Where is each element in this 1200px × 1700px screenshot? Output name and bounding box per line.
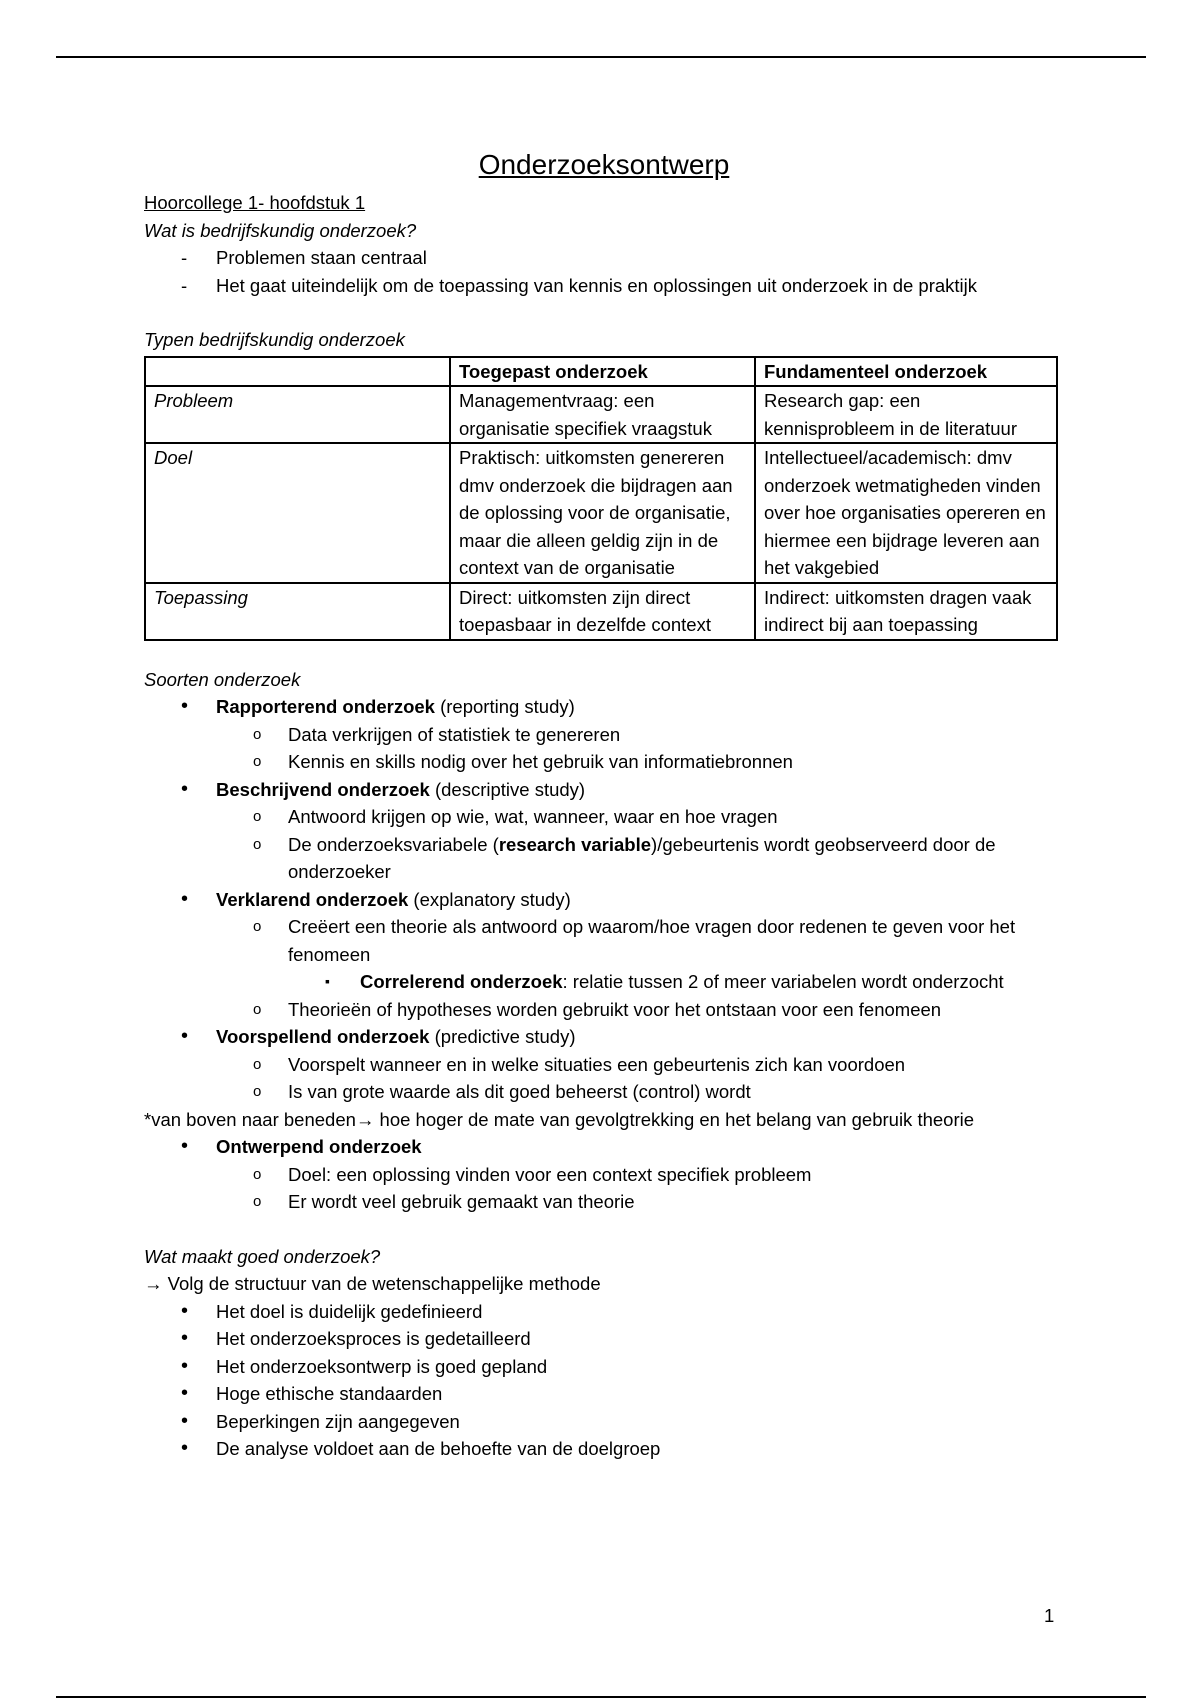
table-row-label: Probleem — [145, 386, 450, 443]
note: *van boven naar beneden→ hoe hoger de mate van gevolgtrekking en het belang van gebruik theorie — [144, 1108, 975, 1130]
sub-sub-list-item: ▪ Correlerend onderzoek: relatie tussen 2 of meer variabelen wordt onderzocht — [144, 968, 1064, 996]
table-caption: Typen bedrijfskundig onderzoek — [144, 329, 405, 350]
table-row — [145, 443, 1057, 583]
list-item: • Ontwerpend onderzoek — [144, 1133, 1064, 1161]
sub-list — [144, 1051, 1064, 1106]
sub-list — [144, 996, 1064, 1024]
list-item: • Hoge ethische standaarden — [144, 1380, 1064, 1408]
table-cell: Intellectueel/academisch: dmv onderzoek wetmatigheden vinden over hoe organisaties opereren en hiermee een bijdrage leveren aan het vakgebied — [755, 443, 1057, 583]
table-cell: Praktisch: uitkomsten genereren dmv onderzoek die bijdragen aan de oplossing voor de organisatie, maar die alleen geldig zijn in de context van de organisatie — [450, 443, 755, 583]
table-header-cell: Fundamenteel onderzoek — [755, 357, 1057, 387]
sub-list — [144, 803, 1064, 886]
sub-list-item: o Is van grote waarde als dit goed beheerst (control) wordt — [144, 1078, 1064, 1106]
lecture-heading: Hoorcollege 1- hoofdstuk 1 — [144, 192, 366, 213]
sub-list-item: o Theorieën of hypotheses worden gebruikt voor het ontstaan voor een fenomeen — [144, 996, 1064, 1024]
list-item: - Het gaat uiteindelijk om de toepassing van kennis en oplossingen uit onderzoek in de praktijk — [144, 272, 1064, 300]
table-cell: Direct: uitkomsten zijn direct toepasbaar in dezelfde context — [450, 583, 755, 640]
table-cell: Research gap: een kennisprobleem in de literatuur — [755, 386, 1057, 443]
sub-list-item: o Doel: een oplossing vinden voor een context specifiek probleem — [144, 1161, 1064, 1189]
list-item: • Voorspellend onderzoek (predictive study) — [144, 1023, 1064, 1051]
bullet-list — [144, 1023, 1064, 1051]
list-item: • Beschrijvend onderzoek (descriptive study) — [144, 776, 1064, 804]
table-row — [145, 583, 1057, 640]
top-rule — [56, 56, 1146, 58]
page-content — [144, 146, 1064, 1463]
sub-list-item: o Kennis en skills nodig over het gebruik van informatiebronnen — [144, 748, 1064, 776]
sub-list — [144, 721, 1064, 776]
sub-list-item: o Voorspelt wanneer en in welke situaties een gebeurtenis zich kan voordoen — [144, 1051, 1064, 1079]
table-header-cell: Toegepast onderzoek — [450, 357, 755, 387]
list-item: • De analyse voldoet aan de behoefte van de doelgroep — [144, 1435, 1064, 1463]
sub-list — [144, 1161, 1064, 1216]
research-types-table — [144, 356, 1058, 641]
sub-list-item: o Er wordt veel gebruik gemaakt van theorie — [144, 1188, 1064, 1216]
list-item: • Het onderzoeksontwerp is goed gepland — [144, 1353, 1064, 1381]
bullet-list — [144, 886, 1064, 914]
list-item: • Beperkingen zijn aangegeven — [144, 1408, 1064, 1436]
table-cell: Managementvraag: een organisatie specifiek vraagstuk — [450, 386, 755, 443]
section-heading-soorten: Soorten onderzoek — [144, 668, 301, 690]
sub-list-item: o De onderzoeksvariabele (research variable)/gebeurtenis wordt geobserveerd door de onderzoeker — [144, 831, 1064, 886]
intro-line: → Volg de structuur van de wetenschappelijke methode — [144, 1273, 601, 1294]
table-header-row — [145, 357, 1057, 387]
table-row-label: Toepassing — [145, 583, 450, 640]
list-item: • Rapporterend onderzoek (reporting study) — [144, 693, 1064, 721]
sub-list — [144, 913, 1064, 968]
list-item: • Verklarend onderzoek (explanatory study) — [144, 886, 1064, 914]
bullet-list — [144, 1133, 1064, 1161]
question-heading: Wat is bedrijfskundig onderzoek? — [144, 219, 417, 241]
table-row — [145, 386, 1057, 443]
page-title: Onderzoeksontwerp — [478, 149, 730, 180]
sub-list-item: o Data verkrijgen of statistiek te genereren — [144, 721, 1064, 749]
sub-sub-list — [144, 968, 1064, 996]
bullet-list — [144, 693, 1064, 721]
table-header-cell — [145, 357, 450, 387]
list-item: - Problemen staan centraal — [144, 244, 1064, 272]
list-item: • Het onderzoeksproces is gedetailleerd — [144, 1325, 1064, 1353]
dash-list — [144, 244, 1064, 299]
page-number: 1 — [1044, 1605, 1055, 1626]
table-row-label: Doel — [145, 443, 450, 583]
section-heading-goed: Wat maakt goed onderzoek? — [144, 1245, 381, 1267]
table-cell: Indirect: uitkomsten dragen vaak indirect bij aan toepassing — [755, 583, 1057, 640]
list-item: • Het doel is duidelijk gedefinieerd — [144, 1298, 1064, 1326]
bottom-rule — [56, 1696, 1146, 1698]
bullet-list — [144, 776, 1064, 804]
sub-list-item: o Creëert een theorie als antwoord op waarom/hoe vragen door redenen te geven voor het fenomeen — [144, 913, 1064, 968]
sub-list-item: o Antwoord krijgen op wie, wat, wanneer, waar en hoe vragen — [144, 803, 1064, 831]
bullet-list — [144, 1298, 1064, 1463]
